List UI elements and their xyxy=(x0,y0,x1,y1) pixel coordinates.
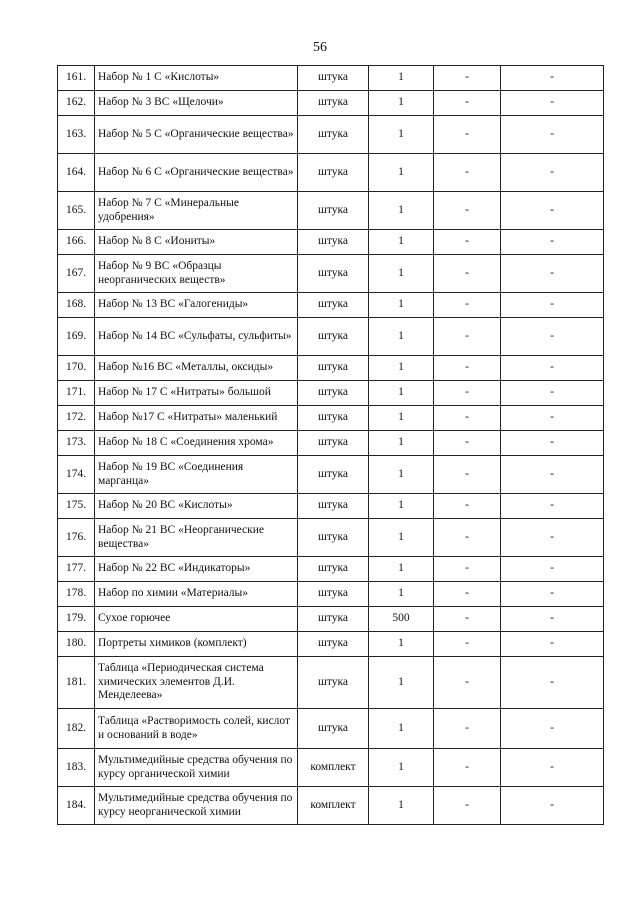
item-col5: - xyxy=(434,356,501,381)
table-row xyxy=(58,456,604,494)
item-col5: - xyxy=(434,255,501,293)
table-row xyxy=(58,381,604,406)
item-name: Набор № 14 ВС «Сульфаты, сульфиты» xyxy=(95,318,298,356)
item-col5: - xyxy=(434,456,501,494)
row-number: 175. xyxy=(58,494,95,519)
item-col6: - xyxy=(501,154,604,192)
row-number: 168. xyxy=(58,293,95,318)
item-name: Набор № 1 С «Кислоты» xyxy=(95,66,298,91)
row-number: 172. xyxy=(58,406,95,431)
row-number: 167. xyxy=(58,255,95,293)
row-number: 182. xyxy=(58,709,95,749)
item-col6: - xyxy=(501,406,604,431)
item-col6: - xyxy=(501,456,604,494)
item-quantity: 1 xyxy=(369,519,434,557)
item-col5: - xyxy=(434,318,501,356)
item-col5: - xyxy=(434,494,501,519)
item-col6: - xyxy=(501,230,604,255)
table-row xyxy=(58,406,604,431)
item-unit: штука xyxy=(298,657,369,709)
item-unit: штука xyxy=(298,356,369,381)
item-quantity: 1 xyxy=(369,709,434,749)
item-col6: - xyxy=(501,632,604,657)
item-col6: - xyxy=(501,381,604,406)
item-col6: - xyxy=(501,582,604,607)
item-unit: штука xyxy=(298,406,369,431)
row-number: 164. xyxy=(58,154,95,192)
table-row xyxy=(58,607,604,632)
item-unit: штука xyxy=(298,318,369,356)
item-name: Таблица «Растворимость солей, кислот и оснований в воде» xyxy=(95,709,298,749)
row-number: 166. xyxy=(58,230,95,255)
item-col5: - xyxy=(434,381,501,406)
row-number: 181. xyxy=(58,657,95,709)
item-quantity: 1 xyxy=(369,154,434,192)
item-col5: - xyxy=(434,519,501,557)
item-name: Набор № 17 С «Нитраты» большой xyxy=(95,381,298,406)
item-col5: - xyxy=(434,787,501,825)
table-row xyxy=(58,318,604,356)
item-quantity: 1 xyxy=(369,192,434,230)
row-number: 183. xyxy=(58,749,95,787)
item-quantity: 1 xyxy=(369,255,434,293)
item-unit: штука xyxy=(298,582,369,607)
item-quantity: 1 xyxy=(369,494,434,519)
item-col6: - xyxy=(501,519,604,557)
row-number: 176. xyxy=(58,519,95,557)
item-unit: штука xyxy=(298,632,369,657)
item-name: Портреты химиков (комплект) xyxy=(95,632,298,657)
item-col5: - xyxy=(434,293,501,318)
item-unit: штука xyxy=(298,192,369,230)
item-unit: штука xyxy=(298,709,369,749)
item-quantity: 1 xyxy=(369,91,434,116)
item-col5: - xyxy=(434,557,501,582)
item-col6: - xyxy=(501,787,604,825)
row-number: 178. xyxy=(58,582,95,607)
item-col5: - xyxy=(434,431,501,456)
item-unit: штука xyxy=(298,116,369,154)
item-col5: - xyxy=(434,154,501,192)
item-col5: - xyxy=(434,230,501,255)
item-col5: - xyxy=(434,116,501,154)
table-row xyxy=(58,192,604,230)
item-name: Мультимедийные средства обучения по курсу неорганической химии xyxy=(95,787,298,825)
item-unit: штука xyxy=(298,66,369,91)
table-row xyxy=(58,557,604,582)
row-number: 180. xyxy=(58,632,95,657)
item-unit: штука xyxy=(298,431,369,456)
table-row xyxy=(58,255,604,293)
item-col6: - xyxy=(501,657,604,709)
item-col6: - xyxy=(501,431,604,456)
row-number: 165. xyxy=(58,192,95,230)
row-number: 179. xyxy=(58,607,95,632)
item-quantity: 1 xyxy=(369,293,434,318)
table-row xyxy=(58,356,604,381)
item-unit: штука xyxy=(298,456,369,494)
table-row xyxy=(58,293,604,318)
item-quantity: 1 xyxy=(369,632,434,657)
table-row xyxy=(58,494,604,519)
item-name: Набор № 5 С «Органические вещества» xyxy=(95,116,298,154)
item-name: Набор № 9 ВС «Образцы неорганических веществ» xyxy=(95,255,298,293)
inventory-table xyxy=(57,65,604,825)
item-quantity: 1 xyxy=(369,116,434,154)
item-col6: - xyxy=(501,255,604,293)
item-unit: штука xyxy=(298,381,369,406)
item-unit: штука xyxy=(298,230,369,255)
item-col5: - xyxy=(434,582,501,607)
table-row xyxy=(58,749,604,787)
item-name: Набор №16 ВС «Металлы, оксиды» xyxy=(95,356,298,381)
table-row xyxy=(58,787,604,825)
item-unit: штука xyxy=(298,519,369,557)
table-row xyxy=(58,154,604,192)
item-col6: - xyxy=(501,494,604,519)
row-number: 173. xyxy=(58,431,95,456)
item-col6: - xyxy=(501,709,604,749)
item-quantity: 1 xyxy=(369,557,434,582)
item-col5: - xyxy=(434,607,501,632)
row-number: 169. xyxy=(58,318,95,356)
table-row xyxy=(58,582,604,607)
item-name: Набор № 7 С «Минеральные удобрения» xyxy=(95,192,298,230)
item-col6: - xyxy=(501,607,604,632)
item-quantity: 1 xyxy=(369,657,434,709)
item-unit: комплект xyxy=(298,787,369,825)
item-name: Набор № 13 ВС «Галогениды» xyxy=(95,293,298,318)
item-col5: - xyxy=(434,749,501,787)
item-name: Набор № 21 ВС «Неорганические вещества» xyxy=(95,519,298,557)
item-name: Сухое горючее xyxy=(95,607,298,632)
item-col5: - xyxy=(434,709,501,749)
item-col5: - xyxy=(434,66,501,91)
item-unit: штука xyxy=(298,255,369,293)
item-name: Набор №17 С «Нитраты» маленький xyxy=(95,406,298,431)
item-name: Набор № 6 С «Органические вещества» xyxy=(95,154,298,192)
row-number: 162. xyxy=(58,91,95,116)
item-name: Набор № 8 С «Иониты» xyxy=(95,230,298,255)
item-name: Таблица «Периодическая система химических элементов Д.И. Менделеева» xyxy=(95,657,298,709)
item-col6: - xyxy=(501,749,604,787)
item-quantity: 1 xyxy=(369,230,434,255)
item-quantity: 1 xyxy=(369,356,434,381)
item-quantity: 1 xyxy=(369,66,434,91)
item-quantity: 1 xyxy=(369,318,434,356)
item-name: Набор по химии «Материалы» xyxy=(95,582,298,607)
row-number: 184. xyxy=(58,787,95,825)
item-col6: - xyxy=(501,318,604,356)
item-quantity: 500 xyxy=(369,607,434,632)
table-row xyxy=(58,431,604,456)
row-number: 171. xyxy=(58,381,95,406)
table-row xyxy=(58,91,604,116)
item-col6: - xyxy=(501,91,604,116)
table-row xyxy=(58,66,604,91)
table-row xyxy=(58,519,604,557)
row-number: 174. xyxy=(58,456,95,494)
row-number: 177. xyxy=(58,557,95,582)
item-name: Мультимедийные средства обучения по курсу органической химии xyxy=(95,749,298,787)
row-number: 163. xyxy=(58,116,95,154)
item-unit: штука xyxy=(298,154,369,192)
item-name: Набор № 19 ВС «Соединения марганца» xyxy=(95,456,298,494)
item-col6: - xyxy=(501,116,604,154)
table-row xyxy=(58,116,604,154)
item-name: Набор № 3 ВС «Щелочи» xyxy=(95,91,298,116)
item-col5: - xyxy=(434,192,501,230)
item-col5: - xyxy=(434,632,501,657)
table-row xyxy=(58,230,604,255)
item-col6: - xyxy=(501,557,604,582)
item-col6: - xyxy=(501,293,604,318)
item-quantity: 1 xyxy=(369,582,434,607)
item-unit: штука xyxy=(298,494,369,519)
table-row xyxy=(58,709,604,749)
item-name: Набор № 22 ВС «Индикаторы» xyxy=(95,557,298,582)
page-number: 56 xyxy=(313,40,327,55)
item-name: Набор № 18 С «Соединения хрома» xyxy=(95,431,298,456)
item-quantity: 1 xyxy=(369,749,434,787)
item-col5: - xyxy=(434,657,501,709)
item-col5: - xyxy=(434,406,501,431)
item-col5: - xyxy=(434,91,501,116)
item-unit: штука xyxy=(298,557,369,582)
table-row xyxy=(58,657,604,709)
item-quantity: 1 xyxy=(369,456,434,494)
row-number: 161. xyxy=(58,66,95,91)
item-col6: - xyxy=(501,192,604,230)
item-name: Набор № 20 ВС «Кислоты» xyxy=(95,494,298,519)
item-unit: штука xyxy=(298,607,369,632)
item-quantity: 1 xyxy=(369,431,434,456)
item-col6: - xyxy=(501,356,604,381)
table-row xyxy=(58,632,604,657)
item-quantity: 1 xyxy=(369,787,434,825)
item-unit: штука xyxy=(298,91,369,116)
item-unit: штука xyxy=(298,293,369,318)
row-number: 170. xyxy=(58,356,95,381)
item-quantity: 1 xyxy=(369,381,434,406)
item-col6: - xyxy=(501,66,604,91)
item-unit: комплект xyxy=(298,749,369,787)
item-quantity: 1 xyxy=(369,406,434,431)
